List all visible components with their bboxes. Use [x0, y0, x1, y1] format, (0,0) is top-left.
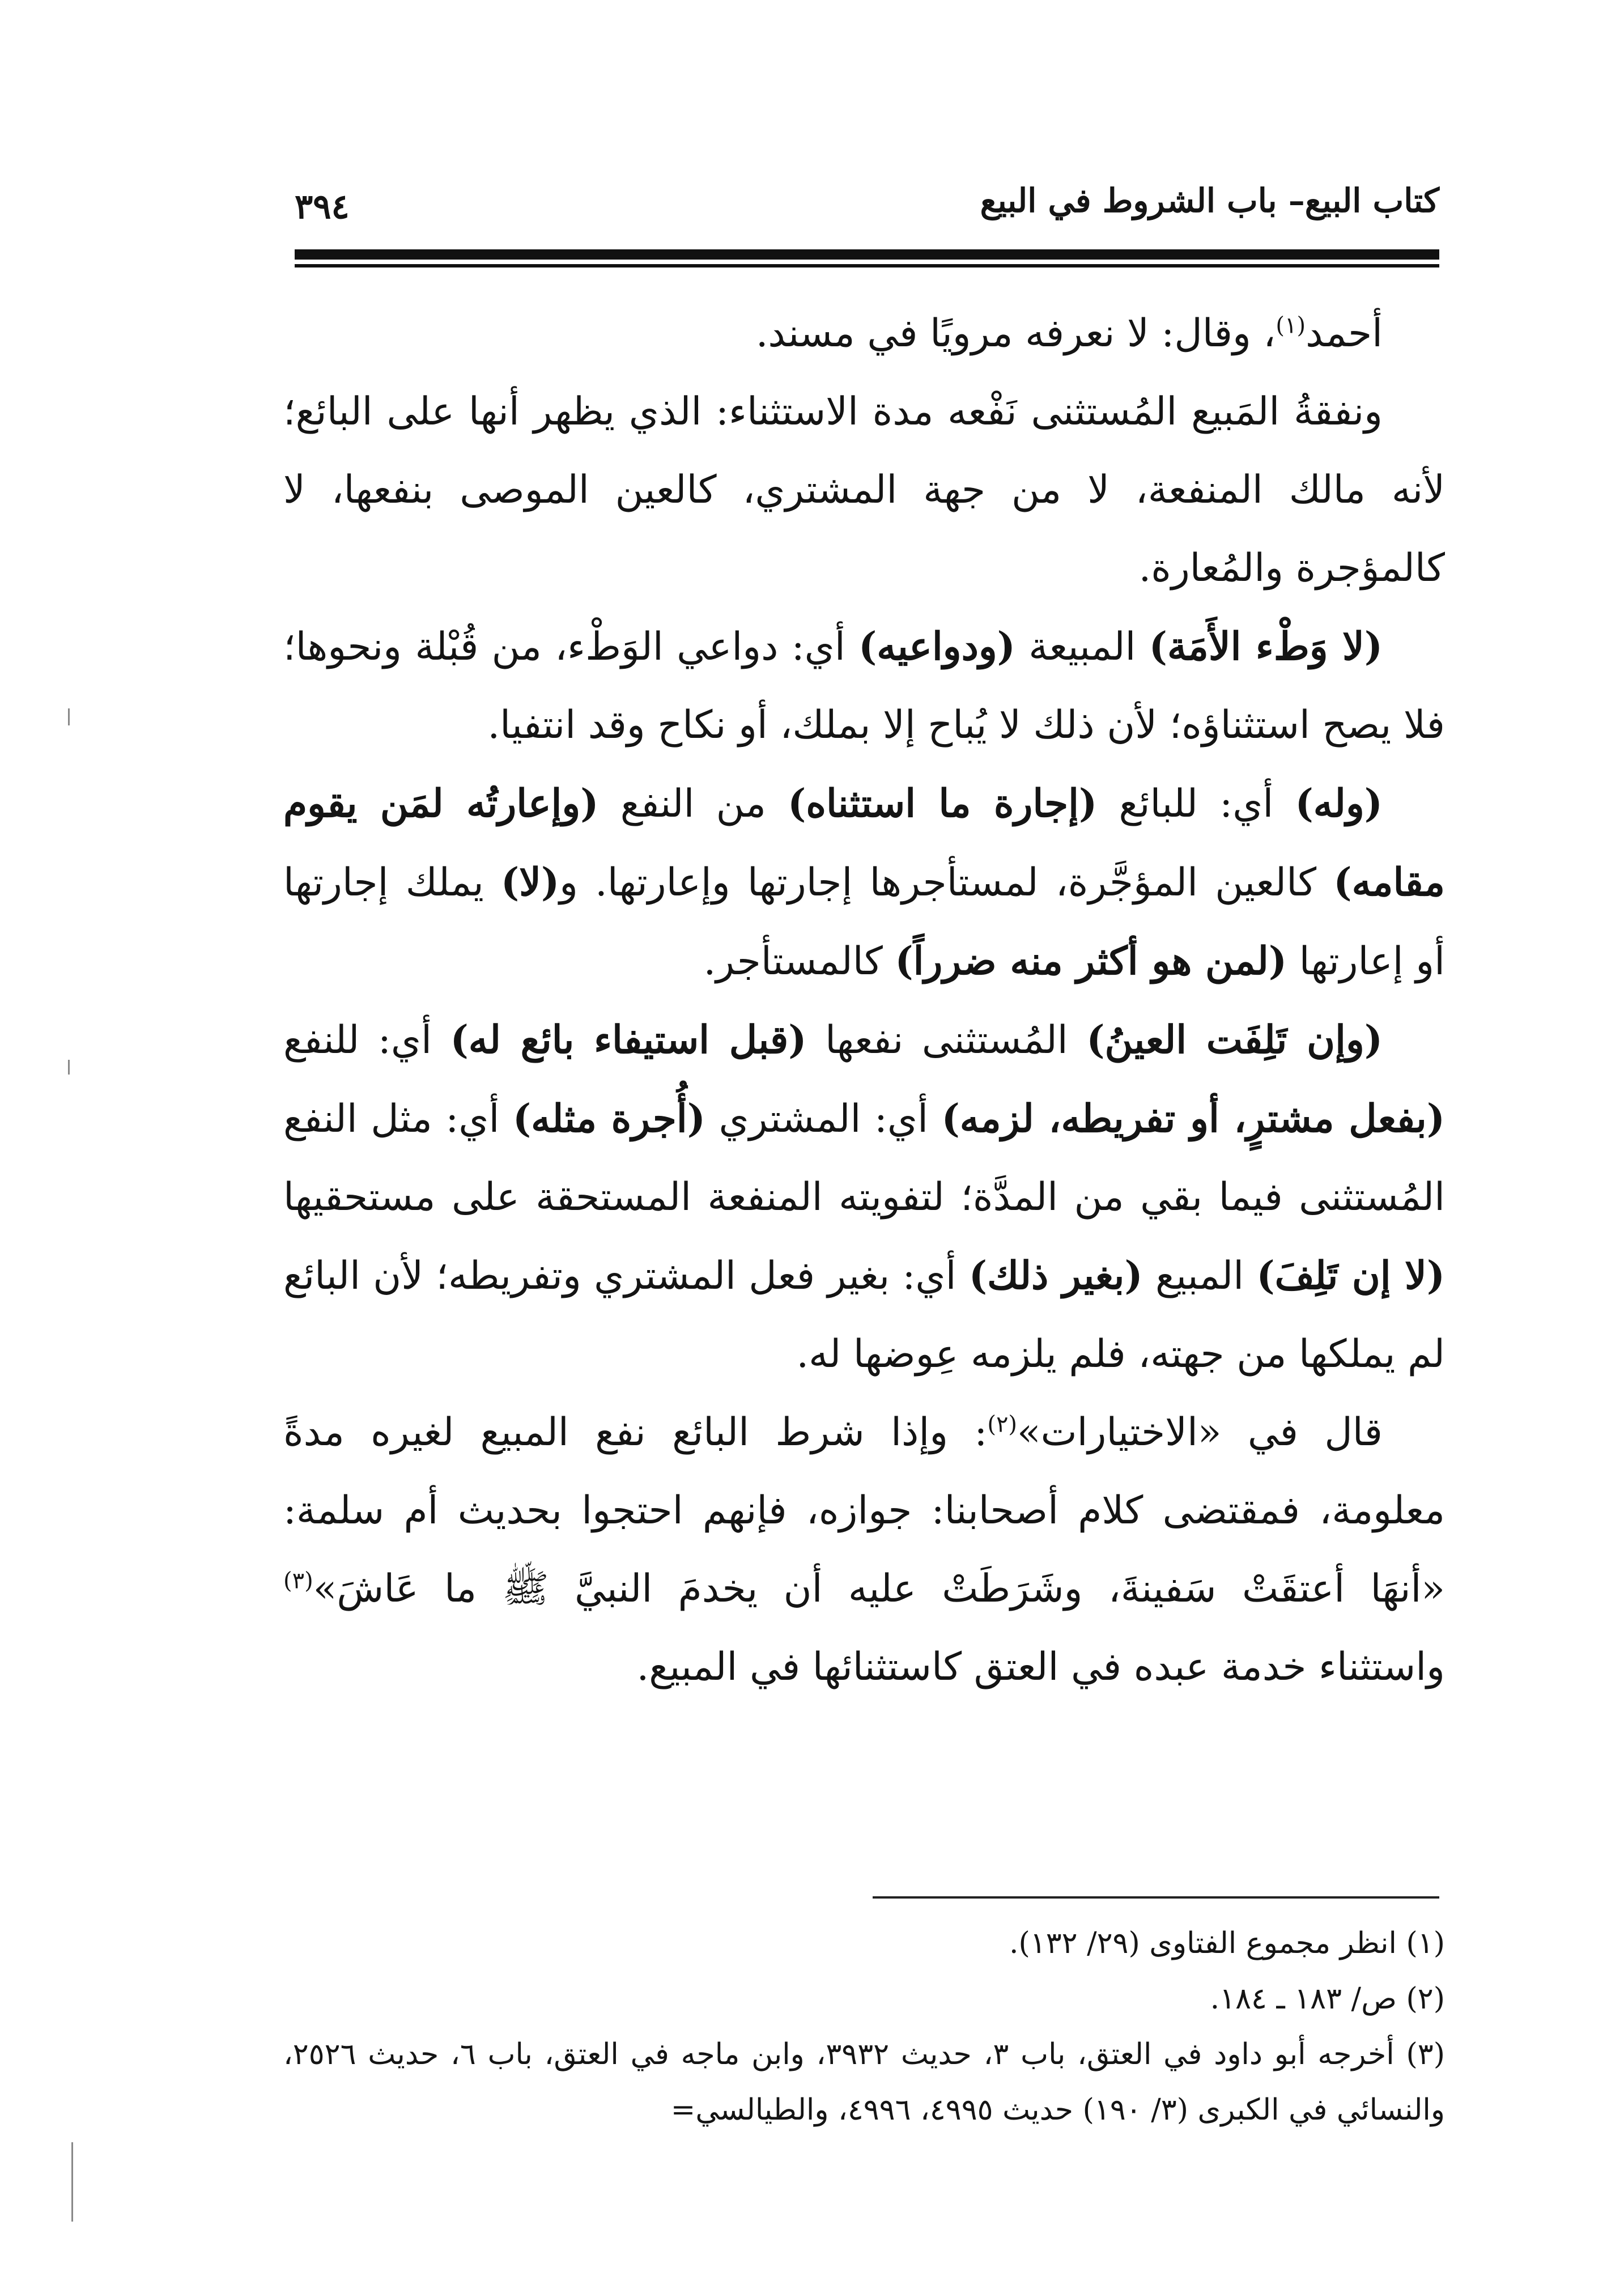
footnote-2: (٢) ص/ ١٨٣ ـ ١٨٤.: [1210, 1982, 1445, 2016]
paragraph-5: [283, 1001, 1445, 1394]
text-run: ، وقال: لا نعرفه مرويًا في مسند.: [755, 311, 1276, 356]
header-title: كتاب البيع– باب الشروط في البيع: [980, 181, 1439, 220]
footnote-ref-1[interactable]: (١): [1276, 312, 1306, 339]
text-run: ونفقةُ المَبيع المُستثنى نَفْعه مدة الاستثناء: الذي يظهر أنها على البائع؛ لأنه مالك المنفعة، لا من جهة المشتري، كالعين الموصى بنفعها، لا كالمؤجرة والمُعارة.: [283, 389, 1445, 591]
text-run: قال في «الاختيارات»: [1017, 1410, 1383, 1455]
paragraph-4: [283, 765, 1445, 1001]
header-rule-thick: [295, 249, 1439, 260]
main-text: [283, 295, 1445, 1706]
matn-term: (وله): [1295, 781, 1383, 826]
matn-term: (أُجرة مثله): [512, 1096, 705, 1141]
text-run: كالمستأجر.: [703, 939, 895, 984]
matn-term: (وإن تَلِفَت العينُ): [1086, 1017, 1383, 1063]
text-run: أي: مثل النفع المُستثنى فيما بقي من المدَّة؛ لتفويته المنفعة المستحقة على مستحقيها: [283, 1097, 1445, 1220]
paragraph-2: [283, 373, 1445, 608]
matn-term: (لمن هو أكثر منه ضرراً): [895, 939, 1287, 984]
footnotes: [283, 1916, 1445, 2138]
footnote-3: (٣) أخرجه أبو داود في العتق، باب ٣، حديث ٣٩٣٢، وابن ماجه في العتق، باب ٦، حديث ٢٥٢٦، والنسائي في الكبرى (٣/ ١٩٠) حديث ٤٩٩٥، ٤٩٩٦، والطيالسي=: [283, 2037, 1446, 2127]
text-run: المبيع: [1142, 1254, 1257, 1298]
paragraph-1: [283, 295, 1445, 373]
text-run: : وإذا شرط البائع نفع المبيع لغيره مدةً معلومة، فمقتضى كلام أصحابنا: جوازه، فإنهم احتجوا بحديث أم سلمة: «أنهَا أعتقَتْ سَفينةَ، وشَرَطَتْ عليه أن يخدمَ النبيَّ ﷺ ما عَاشَ»: [283, 1410, 1445, 1611]
text-run: يملك إجارتها أو إعارتها: [283, 860, 1445, 984]
text-run: المبيعة: [1015, 625, 1149, 669]
matn-term: (قبل استيفاء بائع له): [450, 1017, 807, 1063]
matn-term: (لا وَطْء الأَمَة): [1149, 624, 1383, 669]
matn-term: (بغير ذلك): [968, 1253, 1143, 1298]
footnote-ref-3[interactable]: (٣): [283, 1568, 313, 1594]
text-run: أي: للنفع: [283, 1018, 450, 1063]
text-run: كالعين المؤجَّرة، لمستأجرها إجارتها وإعارتها. و: [559, 860, 1334, 905]
scan-margin-mark: [71, 2142, 73, 2222]
matn-term: (لا): [500, 860, 560, 905]
matn-term: (إجارة ما استثناه): [788, 781, 1098, 826]
header-rule-thin: [295, 264, 1439, 267]
text-run: أي: المشتري: [705, 1097, 942, 1141]
matn-term: (لا إن تَلِفَ): [1256, 1253, 1445, 1298]
text-run: واستثناء خدمة عبده في العتق كاستثنائها في المبيع.: [636, 1645, 1445, 1689]
footnote-1: (١) انظر مجموع الفتاوى (٢٩/ ١٣٢).: [1009, 1926, 1445, 1960]
footnote-ref-2[interactable]: (٢): [987, 1411, 1018, 1438]
text-run: أي: للبائع: [1097, 782, 1295, 826]
page-number: ٣٩٤: [295, 187, 350, 227]
text-run: أحمد: [1306, 311, 1383, 356]
scan-margin-mark: [68, 1060, 70, 1075]
matn-term: (ودواعيه): [858, 624, 1015, 669]
footnote-separator: [873, 1896, 1439, 1899]
paragraph-6: [283, 1394, 1445, 1706]
text-run: أي: دواعي الوَطْء، من قُبْلة ونحوها؛ فلا يصح استثناؤه؛ لأن ذلك لا يُباح إلا بملك، أو نكاح وقد انتفيا.: [283, 625, 1445, 748]
text-run: المُستثنى نفعها: [806, 1018, 1087, 1063]
matn-term: (بفعل مشترٍ، أو تفريطه، لزمه): [941, 1096, 1445, 1141]
text-run: من النفع: [598, 782, 788, 826]
text-run: أي: بغير فعل المشتري وتفريطه؛ لأن البائع لم يملكها من جهته، فلم يلزمه عِوضها له.: [283, 1254, 1445, 1377]
paragraph-3: [283, 608, 1445, 765]
scan-margin-mark: [68, 708, 70, 725]
matn-term: (وإعارتُه لمَن يقوم مقامه): [283, 781, 1445, 905]
